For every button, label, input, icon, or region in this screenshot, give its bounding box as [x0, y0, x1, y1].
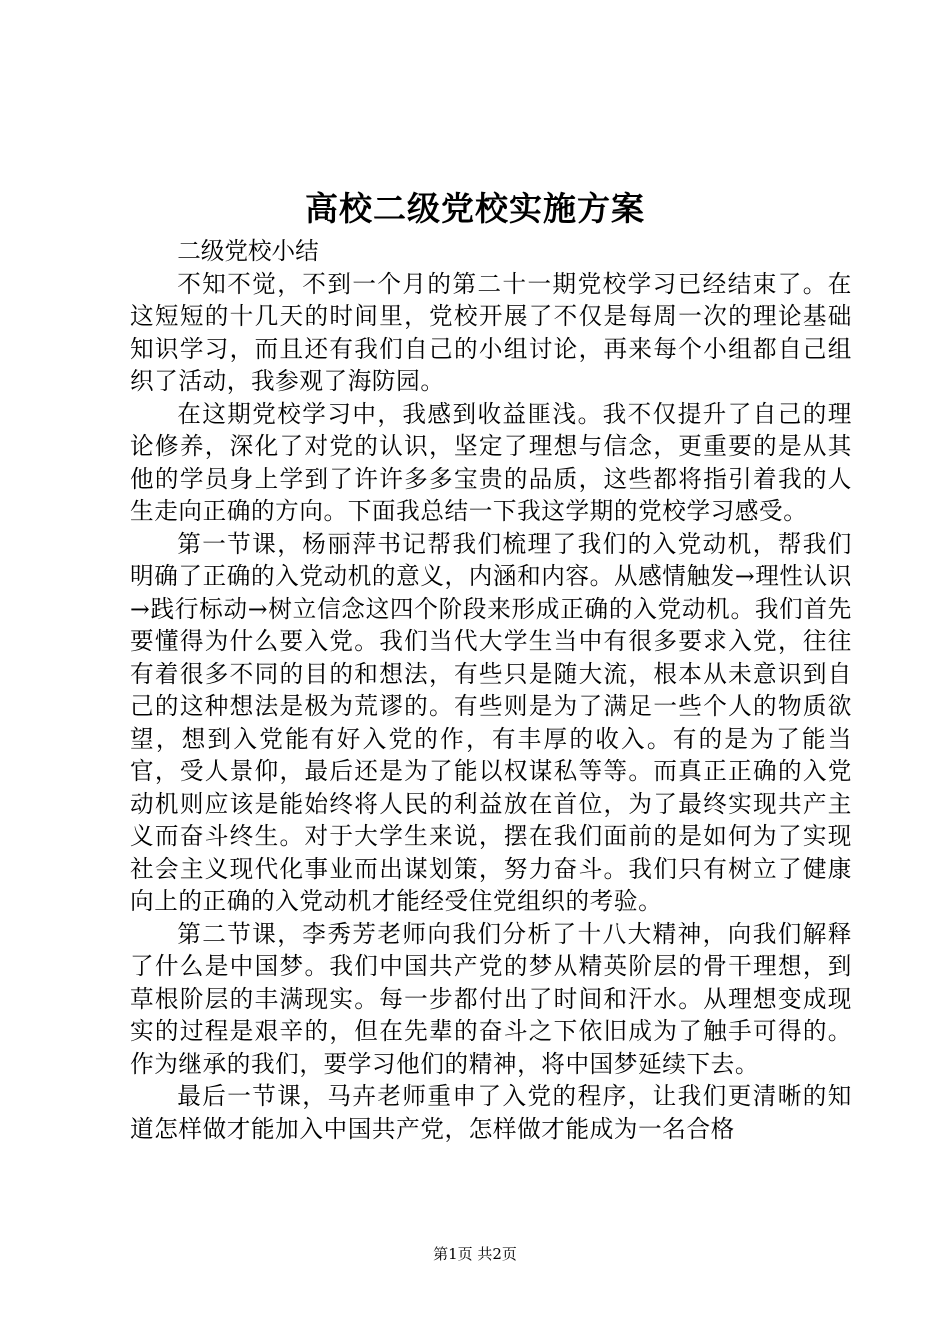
document-body [130, 235, 852, 1145]
paragraph: 最后一节课，马卉老师重申了入党的程序，让我们更清晰的知道怎样做才能加入中国共产党，怎样做才能成为一名合格 [130, 1082, 852, 1143]
paragraph: 第一节课，杨丽萍书记帮我们梳理了我们的入党动机，帮我们明确了正确的入党动机的意义，内涵和内容。从感情触发→理性认识→践行标动→树立信念这四个阶段来形成正确的入党动机。我们首先要懂得为什么要入党。我们当代大学生当中有很多要求入党，往往有着很多不同的目的和想法，有些只是随大流，根本从未意识到自己的这种想法是极为荒谬的。有些则是为了满足一些个人的物质欲望，想到入党能有好入党的作，有丰厚的收入。有的是为了能当官，受人景仰，最后还是为了能以权谋私等等。而真正正确的入党动机则应该是能始终将人民的利益放在首位，为了最终实现共产主义而奋斗终生。对于大学生来说，摆在我们面前的是如何为了实现社会主义现代化事业而出谋划策，努力奋斗。我们只有树立了健康向上的正确的入党动机才能经受住党组织的考验。 [130, 529, 852, 915]
document-title: 高校二级党校实施方案 [305, 189, 645, 228]
paragraph: 第二节课，李秀芳老师向我们分析了十八大精神，向我们解释了什么是中国梦。我们中国共产党的梦从精英阶层的骨干理想，到草根阶层的丰满现实。每一步都付出了时间和汗水。从理想变成现实的过程是艰辛的，但在先辈的奋斗之下依旧成为了触手可得的。作为继承的我们，要学习他们的精神，将中国梦延续下去。 [130, 919, 852, 1078]
paragraph: 不知不觉，不到一个月的第二十一期党校学习已经结束了。在这短短的十几天的时间里，党校开展了不仅是每周一次的理论基础知识学习，而且还有我们自己的小组讨论，再来每个小组都自己组织了活动，我参观了海防园。 [130, 269, 852, 395]
section-subtitle: 二级党校小结 [177, 237, 319, 265]
page-footer: 第1页 共2页 [433, 1245, 517, 1263]
paragraph: 在这期党校学习中，我感到收益匪浅。我不仅提升了自己的理论修养，深化了对党的认识，坚定了理想与信念，更重要的是从其他的学员身上学到了许许多多宝贵的品质，这些都将指引着我的人生走向正确的方向。下面我总结一下我这学期的党校学习感受。 [130, 399, 852, 525]
